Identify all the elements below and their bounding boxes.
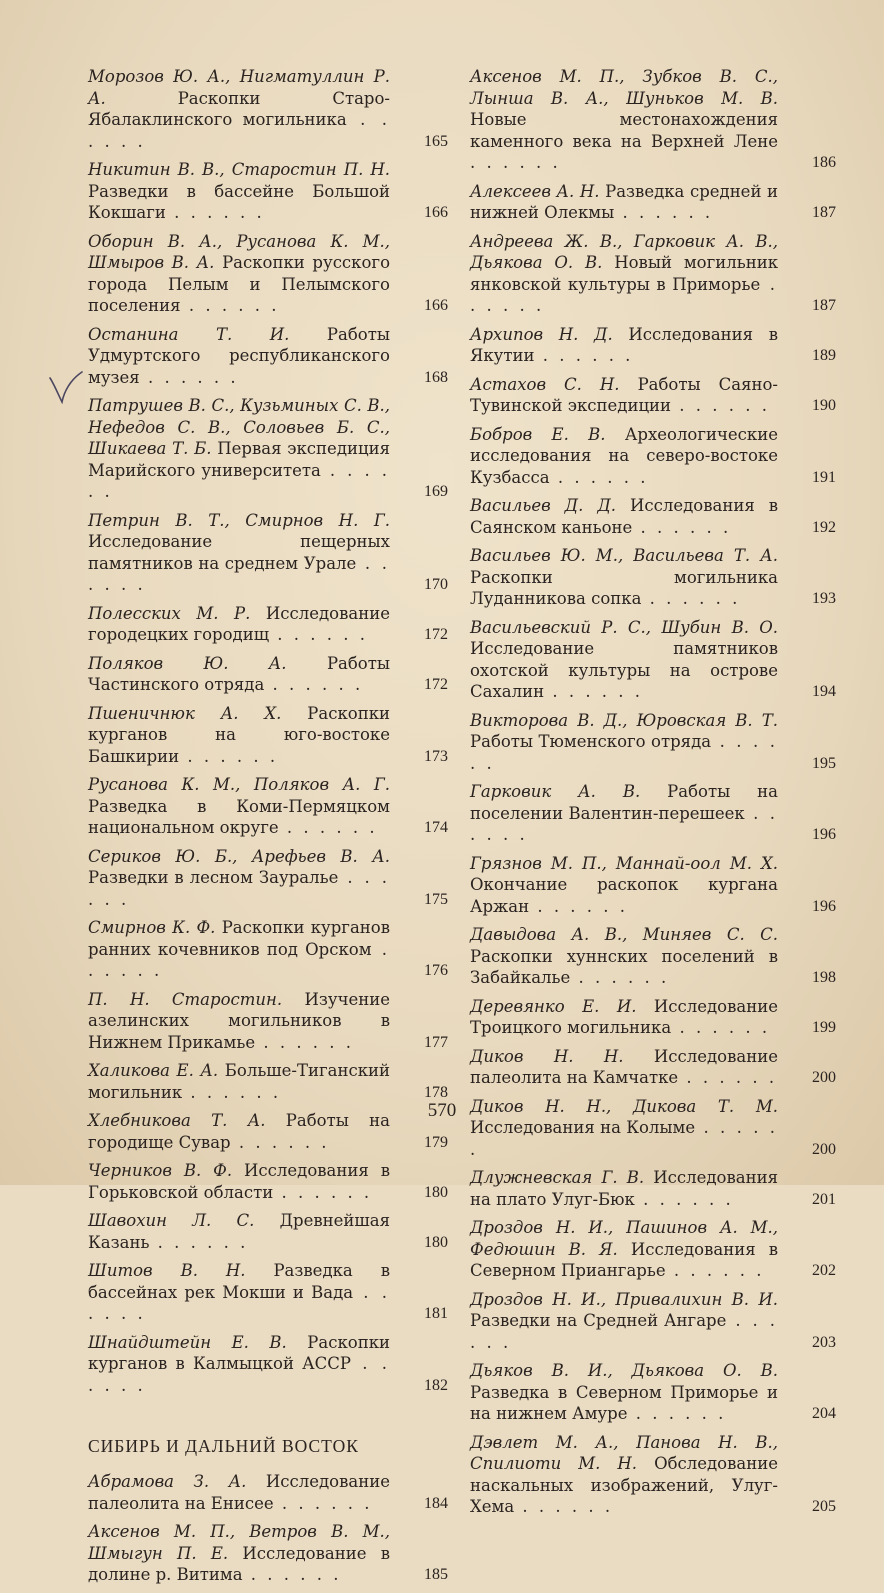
dot-leader: . . . . . .: [470, 1311, 778, 1352]
toc-entry: [470, 545, 836, 610]
toc-entry-text: [470, 231, 778, 317]
dot-leader: . . . . . .: [544, 682, 644, 701]
toc-entry: [88, 703, 448, 768]
entry-authors: Дьяков В. И., Дьякова О. В.: [470, 1361, 778, 1380]
entry-authors: Русанова К. М., Поляков А. Г.: [88, 775, 390, 794]
entry-page-number: 182: [424, 1376, 448, 1394]
entry-title: Исследование палеолита на Енисее: [88, 1472, 391, 1513]
entry-title: Работы на городище Сувар: [88, 1111, 391, 1152]
toc-entry-text: [470, 853, 778, 918]
dot-leader: . . . . . .: [230, 1132, 330, 1152]
entry-authors: Бобров Е. В.: [470, 424, 606, 444]
toc-entry-text: [88, 510, 390, 596]
toc-entry-text: [88, 653, 390, 696]
entry-page-number: 196: [812, 826, 836, 843]
dot-leader: . . . . . .: [182, 1082, 282, 1102]
entry-page-number: 186: [812, 154, 836, 171]
toc-entry-text: [470, 495, 778, 538]
entry-title: Исследования в Якутии: [470, 324, 779, 365]
entry-page-number: 194: [812, 683, 836, 700]
entry-title: Исследование памятников охотской культуры на острове Сахалин: [470, 639, 778, 701]
entry-page-number: 179: [424, 1133, 448, 1151]
toc-entry-text: [470, 324, 778, 367]
entry-title: Разведка в Северном Приморье и на нижнем Амуре: [470, 1382, 778, 1423]
entry-page-number: 166: [424, 204, 448, 221]
entry-authors: Алексеев А. Н.: [470, 181, 600, 201]
entry-title: Первая экспедиция Марийского университета: [88, 439, 390, 480]
left-entry-list: [88, 66, 448, 1396]
toc-entry: [470, 181, 836, 224]
entry-page-number: 172: [424, 676, 448, 693]
entry-title: Изучение азелинских могильников в Нижнем Прикамье: [88, 989, 390, 1052]
toc-entry: [88, 1332, 448, 1397]
toc-entry-text: [470, 66, 778, 174]
toc-entry-text: [470, 545, 778, 610]
dot-leader: . . . . . .: [570, 968, 670, 987]
section-entry-list: [88, 1471, 448, 1586]
entry-page-number: 191: [812, 468, 836, 486]
toc-entry: [88, 1060, 448, 1103]
entry-page-number: 195: [812, 754, 836, 772]
entry-page-number: 189: [812, 347, 836, 364]
dot-leader: . . . . . .: [470, 274, 778, 315]
dot-leader: . . . . . .: [255, 1032, 355, 1052]
toc-entry: [470, 66, 836, 174]
entry-title: Разведка в бассейнах рек Мокши и Вада: [88, 1261, 390, 1302]
entry-page-number: 181: [424, 1305, 448, 1322]
dot-leader: . . . . . .: [470, 153, 561, 172]
toc-entry: [88, 1210, 448, 1253]
dot-leader: . . . . . .: [88, 460, 390, 501]
entry-page-number: 178: [424, 1083, 448, 1101]
entry-page-number: 202: [812, 1262, 836, 1279]
dot-leader: . . . . . .: [665, 1261, 765, 1280]
dot-leader: . . . . . .: [264, 675, 364, 694]
dot-leader: . . . . . .: [165, 203, 265, 222]
entry-authors: Абрамова З. А.: [88, 1472, 247, 1491]
entry-authors: Оборин В. А., Русанова К. М., Шмыров В. А.: [88, 231, 390, 272]
entry-page-number: 196: [812, 897, 836, 915]
toc-entry: [88, 395, 448, 503]
entry-page-number: 187: [812, 297, 836, 314]
entry-authors: Черников В. Ф.: [88, 1161, 233, 1180]
entry-authors: Грязнов М. П., Маннай-оол М. Х.: [470, 853, 778, 873]
dot-leader: . . . . . .: [529, 896, 629, 916]
dot-leader: . . . . . .: [614, 203, 714, 222]
entry-authors: Длужневская Г. В.: [470, 1168, 645, 1187]
entry-authors: Андреева Ж. В., Гарковик А. В., Дьякова О. В.: [470, 231, 778, 272]
entry-title: Обследование наскальных изображений, Улуг-Хема: [470, 1454, 779, 1516]
dot-leader: . . . . . .: [627, 1404, 727, 1423]
toc-entry-text: [88, 846, 390, 911]
entry-page-number: 165: [424, 132, 448, 150]
entry-page-number: 185: [424, 1566, 448, 1583]
entry-authors: Астахов С. Н.: [470, 374, 620, 394]
toc-entry: [470, 1360, 836, 1425]
toc-entry-text: [88, 1160, 390, 1203]
toc-entry: [88, 846, 448, 911]
entry-page-number: 205: [812, 1498, 836, 1515]
toc-entry: [470, 1289, 836, 1354]
toc-entry: [88, 603, 448, 646]
entry-page-number: 203: [812, 1333, 836, 1351]
toc-entry: [470, 231, 836, 317]
dot-leader: . . . . . .: [88, 939, 390, 980]
dot-leader: . . . . . .: [180, 296, 280, 315]
entry-authors: Шнайдштейн Е. В.: [88, 1332, 287, 1352]
dot-leader: . . . . . .: [634, 1189, 734, 1209]
toc-entry: [88, 159, 448, 224]
entry-authors: Дэвлет М. А., Панова Н. В., Спилиоти М. Н.: [470, 1432, 778, 1473]
entry-authors: Гарковик А. В.: [470, 782, 641, 801]
dot-leader: . . . . . .: [88, 553, 391, 594]
entry-authors: Останина Т. И.: [88, 324, 290, 344]
entry-page-number: 166: [424, 297, 448, 314]
entry-page-number: 200: [812, 1140, 836, 1158]
toc-entry: [470, 710, 836, 775]
toc-entry-text: [470, 181, 778, 224]
toc-entry: [88, 989, 448, 1054]
dot-leader: . . . . . .: [269, 625, 368, 644]
dot-leader: . . . . . .: [149, 1232, 249, 1252]
entry-authors: Аксенов М. П., Зубков В. С., Лынша В. А., Шуньков М. В.: [470, 67, 778, 108]
entry-page-number: 170: [424, 576, 448, 593]
toc-entry-text: [88, 1332, 390, 1397]
entry-authors: Васильев Ю. М., Васильева Т. А.: [470, 546, 778, 565]
entry-title: Окончание раскопок кургана Аржан: [470, 875, 778, 916]
toc-entry: [88, 1521, 448, 1586]
entry-title: Работы Саяно-Тувинской экспедиции: [470, 374, 778, 415]
dot-leader: . . . . . .: [470, 803, 778, 844]
entry-title: Раскопки хуннских поселений в Забайкалье: [470, 946, 778, 987]
toc-entry-text: [470, 996, 778, 1039]
toc-entry-text: [470, 710, 778, 775]
entry-page-number: 168: [424, 368, 448, 386]
entry-title: Исследования в Саянском каньоне: [470, 496, 779, 537]
toc-entry: [470, 1046, 836, 1089]
toc-entry-text: [470, 1046, 778, 1089]
toc-entry-text: [470, 1217, 778, 1282]
entry-title: Древнейшая Казань: [88, 1211, 390, 1252]
entry-title: Исследования на Колыме: [470, 1118, 696, 1137]
toc-entry-text: [470, 781, 778, 846]
toc-entry-text: [88, 395, 390, 503]
toc-entry-text: [470, 1432, 778, 1518]
toc-entry-text: [88, 774, 390, 839]
toc-entry: [88, 1471, 448, 1514]
toc-entry-text: [88, 231, 390, 317]
toc-entry-text: [88, 66, 390, 152]
page-number: 570: [427, 1100, 457, 1121]
handwritten-check-mark: [46, 370, 86, 404]
toc-entry: [88, 324, 448, 389]
entry-authors: Диков Н. Н., Дикова Т. М.: [470, 1096, 778, 1116]
entry-title: Разведки в бассейне Большой Кокшаги: [88, 181, 390, 222]
toc-entry: [470, 1217, 836, 1282]
entry-title: Больше-Тиганский могильник: [88, 1061, 391, 1102]
entry-page-number: 169: [424, 483, 448, 500]
dot-leader: . . . . . .: [632, 517, 732, 537]
entry-authors: Полесских М. Р.: [88, 603, 251, 623]
right-column: [470, 66, 836, 1525]
entry-authors: Петрин В. Т., Смирнов Н. Г.: [88, 510, 390, 530]
entry-title: Новые местонахождения каменного века на Верхней Лене: [470, 110, 778, 151]
toc-entry: [88, 1260, 448, 1325]
entry-title: Исследования на плато Улуг-Бюк: [470, 1168, 778, 1209]
entry-title: Исследования в Горьковской области: [88, 1161, 390, 1202]
dot-leader: . . . . . .: [273, 1182, 373, 1202]
entry-page-number: 199: [812, 1019, 836, 1036]
toc-entry-text: [88, 1210, 390, 1253]
entry-authors: Шитов В. Н.: [88, 1261, 246, 1280]
dot-leader: . . . . . .: [139, 367, 239, 387]
entry-page-number: 192: [812, 518, 836, 536]
toc-entry-text: [88, 324, 390, 389]
entry-title: Раскопки русского города Пелым и Пелымского поселения: [88, 253, 391, 315]
dot-leader: . . . . . .: [678, 1068, 778, 1087]
entry-title: Работы Частинского отряда: [88, 653, 391, 694]
dot-leader: . . . . . .: [278, 818, 378, 837]
entry-title: Разведки в лесном Зауралье: [88, 868, 339, 887]
entry-page-number: 193: [812, 590, 836, 607]
toc-entry: [470, 781, 836, 846]
dot-leader: . . . . . .: [671, 396, 770, 415]
toc-entry: [88, 774, 448, 839]
entry-page-number: 173: [424, 747, 448, 765]
toc-entry: [88, 653, 448, 696]
entry-page-number: 180: [424, 1183, 448, 1201]
entry-title: Археологические исследования на северо-востоке Кузбасса: [470, 424, 778, 487]
entry-title: Разведка средней и нижней Олекмы: [470, 181, 779, 222]
entry-title: Исследование пещерных памятников на среднем Урале: [88, 532, 390, 573]
dot-leader: . . . . . .: [88, 868, 390, 909]
toc-entry-text: [88, 159, 390, 224]
toc-entry-text: [470, 424, 778, 489]
toc-entry: [470, 374, 836, 417]
entry-authors: Сериков Ю. Б., Арефьев В. А.: [88, 846, 390, 866]
entry-authors: П. Н. Старостин.: [88, 989, 283, 1009]
entry-title: Разведки на Средней Ангаре: [470, 1311, 727, 1330]
entry-authors: Никитин В. В., Старостин П. Н.: [88, 160, 390, 179]
toc-entry-text: [470, 1289, 778, 1354]
entry-page-number: 180: [424, 1233, 448, 1251]
dot-leader: . . . . . .: [514, 1497, 614, 1516]
entry-page-number: 174: [424, 819, 448, 836]
entry-title: Исследование в долине р. Витима: [88, 1543, 390, 1584]
toc-entry-text: [88, 917, 390, 982]
toc-entry-text: [88, 1060, 390, 1103]
toc-entry: [88, 1160, 448, 1203]
entry-title: Раскопки Старо-Ябалаклинского могильника: [88, 88, 391, 129]
entry-authors: Хлебникова Т. А.: [88, 1111, 266, 1130]
right-entry-list: [470, 66, 836, 1518]
toc-entry-text: [88, 1471, 390, 1514]
toc-entry: [470, 495, 836, 538]
toc-entry-text: [88, 1521, 390, 1586]
entry-authors: Архипов Н. Д.: [470, 324, 613, 344]
dot-leader: . . . . . .: [179, 746, 279, 766]
entry-page-number: 172: [424, 626, 448, 643]
toc-entry-text: [88, 989, 390, 1054]
toc-entry-text: [88, 703, 390, 768]
toc-entry-text: [88, 1260, 390, 1325]
entry-authors: Васильевский Р. С., Шубин В. О.: [470, 617, 778, 637]
entry-authors: Патрушев В. С., Кузьминых С. В., Нефедов С. В., Соловьев Б. С., Шикаева Т. Б.: [88, 396, 390, 458]
dot-leader: . . . . . .: [641, 589, 741, 608]
entry-page-number: 187: [812, 204, 836, 221]
entry-authors: Шавохин Л. С.: [88, 1211, 255, 1230]
entry-title: Исследования в Северном Приангарье: [470, 1239, 779, 1280]
toc-entry: [470, 853, 836, 918]
entry-page-number: 190: [812, 397, 836, 414]
entry-authors: Васильев Д. Д.: [470, 496, 616, 515]
entry-authors: Викторова В. Д., Юровская В. Т.: [470, 710, 778, 730]
entry-authors: Деревянко Е. И.: [470, 996, 637, 1016]
entry-authors: Морозов Ю. А., Нигматуллин Р. А.: [88, 67, 390, 108]
entry-page-number: 200: [812, 1069, 836, 1086]
entry-page-number: 175: [424, 890, 448, 908]
toc-entry-text: [470, 374, 778, 417]
toc-entry: [470, 324, 836, 367]
toc-entry: [470, 996, 836, 1039]
entry-title: Раскопки могильника Луданникова сопка: [470, 567, 778, 608]
dot-leader: . . . . . .: [88, 1354, 390, 1395]
entry-page-number: 198: [812, 969, 836, 986]
entry-page-number: 177: [424, 1033, 448, 1051]
entry-authors: Диков Н. Н.: [470, 1046, 624, 1066]
toc-entry: [88, 917, 448, 982]
entry-page-number: 201: [812, 1190, 836, 1208]
entry-title: Раскопки курганов ранних кочевников под Орском: [88, 918, 390, 959]
entry-title: Исследование городецких городищ: [88, 603, 390, 644]
dot-leader: . . . . . .: [273, 1493, 373, 1513]
dot-leader: . . . . . .: [88, 1282, 390, 1323]
entry-title: Работы Тюменского отряда: [470, 732, 712, 751]
dot-leader: . . . . . .: [549, 467, 649, 487]
entry-authors: Поляков Ю. А.: [88, 653, 287, 673]
entry-title: Исследование Троицкого могильника: [470, 996, 779, 1037]
toc-entry: [470, 424, 836, 489]
toc-entry-text: [470, 617, 778, 703]
dot-leader: . . . . . .: [242, 1565, 342, 1584]
entry-page-number: 176: [424, 962, 448, 979]
section-heading: СИБИРЬ И ДАЛЬНИЙ ВОСТОК: [88, 1436, 359, 1456]
entry-authors: Дроздов Н. И., Привалихин В. И.: [470, 1289, 778, 1309]
dot-leader: . . . . . .: [88, 110, 390, 151]
entry-title: Разведка в Коми-Пермяцком национальном округе: [88, 796, 390, 837]
entry-authors: Давыдова А. В., Миняев С. С.: [470, 925, 778, 944]
entry-authors: Смирнов К. Ф.: [88, 918, 216, 937]
toc-entry: [88, 231, 448, 317]
entry-authors: Халикова Е. А.: [88, 1061, 219, 1080]
toc-entry: [470, 1167, 836, 1210]
entry-title: Работы Удмуртского республиканского музея: [88, 324, 390, 387]
entry-title: Новый могильник янковской культуры в Приморье: [470, 253, 779, 294]
entry-authors: Дроздов Н. И., Пашинов А. М., Федюшин В. Я.: [470, 1218, 778, 1259]
entry-title: Работы на поселении Валентин-перешеек: [470, 782, 779, 823]
entry-title: Раскопки курганов в Калмыцкой АССР: [88, 1332, 390, 1373]
toc-entry-text: [470, 1360, 778, 1425]
toc-entry: [88, 510, 448, 596]
dot-leader: . . . . . .: [470, 1118, 779, 1159]
entry-title: Исследование палеолита на Камчатке: [470, 1046, 778, 1087]
toc-entry-text: [88, 603, 390, 646]
entry-authors: Пшеничнюк А. Х.: [88, 703, 282, 723]
toc-entry: [470, 617, 836, 703]
dot-leader: . . . . . .: [671, 1018, 771, 1037]
toc-entry: [470, 924, 836, 989]
toc-entry: [88, 66, 448, 152]
entry-page-number: 184: [424, 1494, 448, 1512]
entry-title: Раскопки курганов на юго-востоке Башкирии: [88, 703, 391, 766]
dot-leader: . . . . . .: [534, 346, 634, 365]
left-column: [88, 66, 448, 1593]
dot-leader: . . . . . .: [470, 732, 778, 773]
toc-entry: [470, 1432, 836, 1518]
toc-entry-text: [470, 924, 778, 989]
entry-authors: Аксенов М. П., Ветров В. М., Шмыгун П. Е.: [88, 1522, 390, 1563]
toc-entry-text: [470, 1167, 778, 1210]
entry-page-number: 204: [812, 1405, 836, 1422]
